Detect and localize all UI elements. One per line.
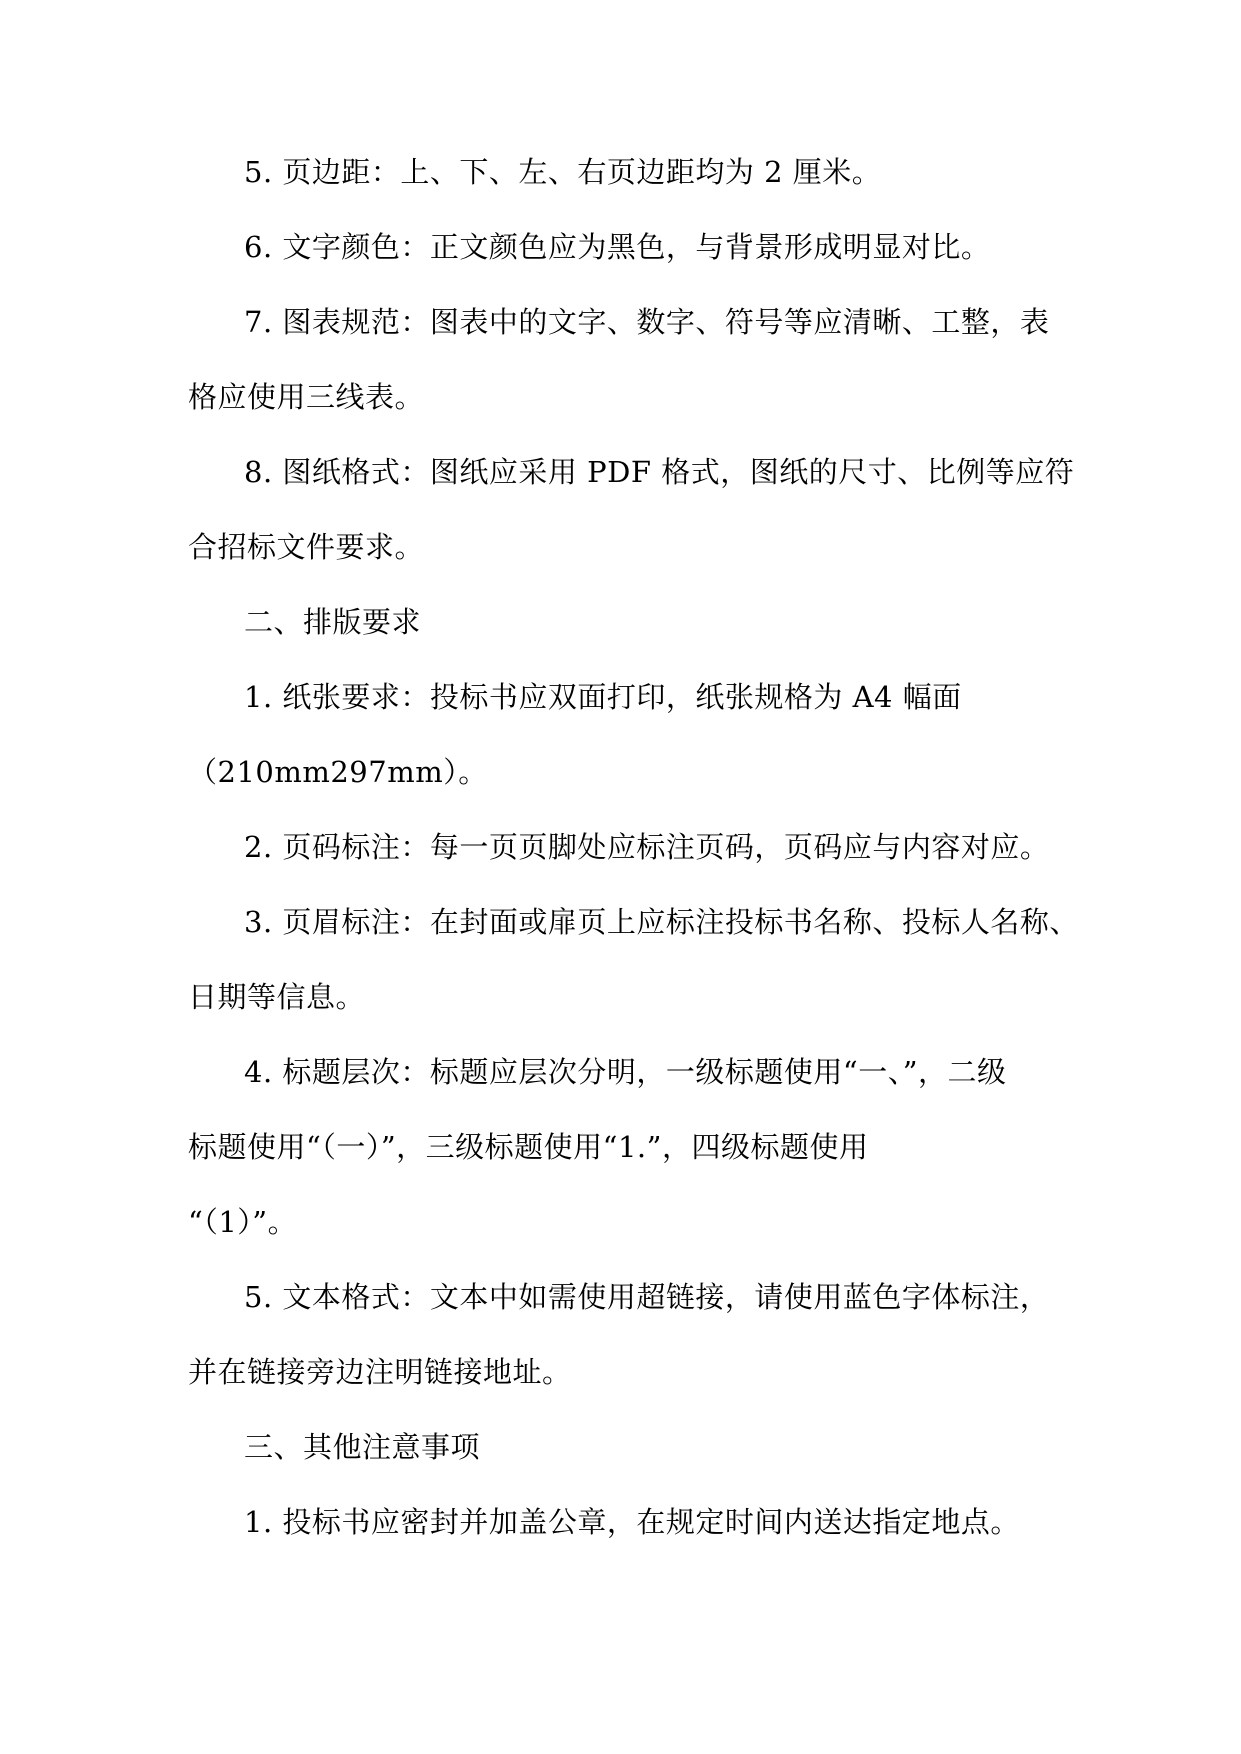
- paragraph-header-label-line-1: 3. 页眉标注：在封面或扉页上应标注投标书名称、投标人名称、: [244, 905, 1079, 939]
- paragraph-text-format-line-2: 并在链接旁边注明链接地址。: [188, 1355, 572, 1389]
- paragraph-heading-levels-line-3: “（1）”。: [188, 1205, 298, 1239]
- paragraph-text-color-line-1: 6. 文字颜色：正文颜色应为黑色，与背景形成明显对比。: [244, 230, 991, 264]
- paragraph-chart-spec-line-1: 7. 图表规范：图表中的文字、数字、符号等应清晰、工整，表: [244, 305, 1050, 339]
- section-heading-layout-requirements: 二、排版要求: [244, 605, 422, 639]
- paragraph-seal-delivery-line-1: 1. 投标书应密封并加盖公章，在规定时间内送达指定地点。: [244, 1505, 1020, 1539]
- paragraph-chart-spec-line-2: 格应使用三线表。: [188, 380, 425, 414]
- paragraph-margins-line-1: 5. 页边距：上、下、左、右页边距均为 2 厘米。: [244, 155, 882, 189]
- paragraph-drawing-format-line-1: 8. 图纸格式：图纸应采用 PDF 格式，图纸的尺寸、比例等应符: [244, 455, 1075, 489]
- paragraph-drawing-format-line-2: 合招标文件要求。: [188, 530, 425, 564]
- paragraph-paper-requirements-line-1: 1. 纸张要求：投标书应双面打印，纸张规格为 A4 幅面: [244, 680, 962, 714]
- paragraph-text-format-line-1: 5. 文本格式：文本中如需使用超链接，请使用蓝色字体标注，: [244, 1280, 1050, 1314]
- paragraph-header-label-line-2: 日期等信息。: [188, 980, 366, 1014]
- section-heading-other-notes: 三、其他注意事项: [244, 1430, 481, 1464]
- paragraph-page-number-line-1: 2. 页码标注：每一页页脚处应标注页码，页码应与内容对应。: [244, 830, 1050, 864]
- paragraph-paper-requirements-line-2: （210mm297mm）。: [188, 755, 488, 789]
- paragraph-heading-levels-line-1: 4. 标题层次：标题应层次分明，一级标题使用“一、”，二级: [244, 1055, 1007, 1089]
- paragraph-heading-levels-line-2: 标题使用“（一）”，三级标题使用“1.”，四级标题使用: [188, 1130, 869, 1164]
